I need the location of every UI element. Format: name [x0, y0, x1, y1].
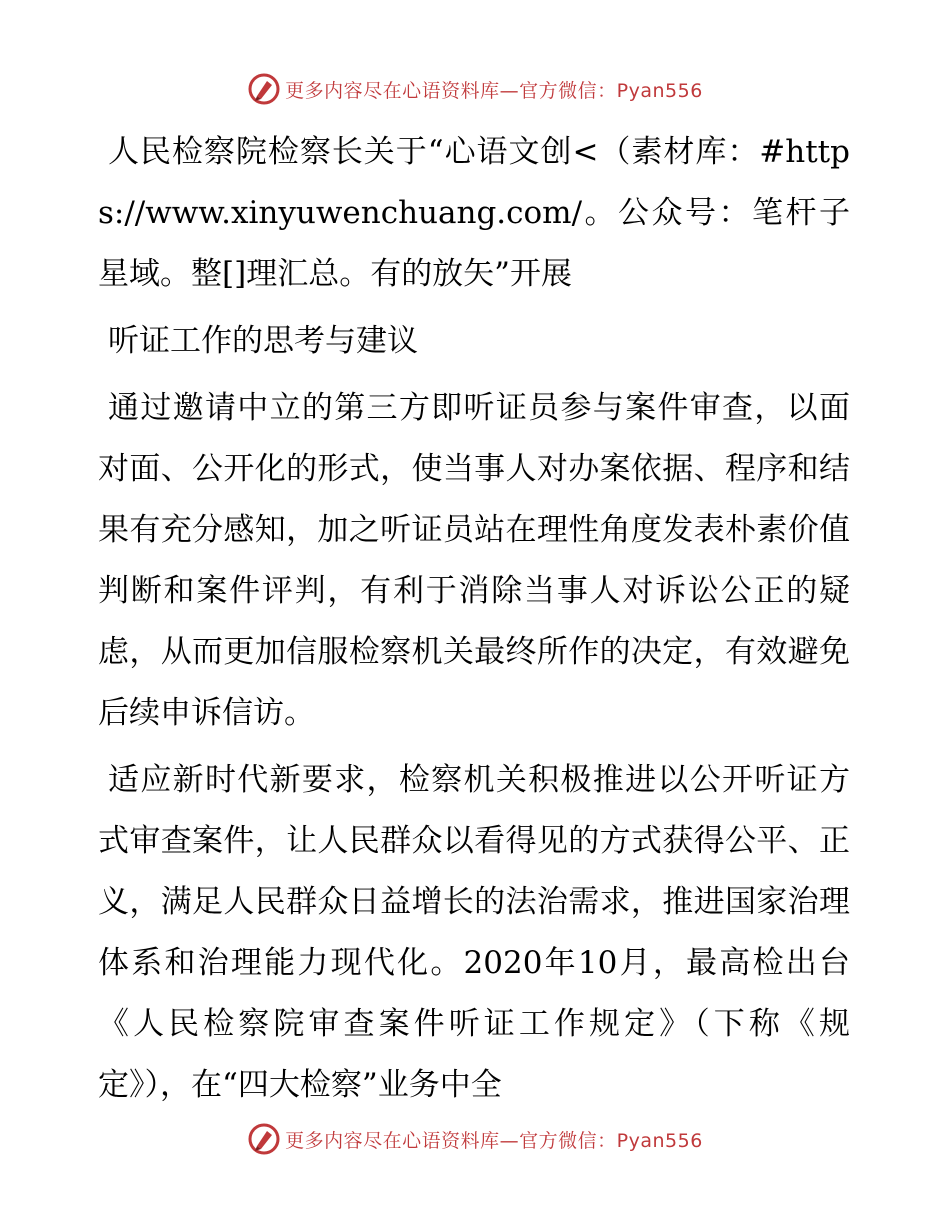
pen-nib-logo-icon — [247, 1122, 281, 1156]
body-paragraph-2: 适应新时代新要求，检察机关积极推进以公开听证方式审查案件，让人民群众以看得见的方式获得公平、正义，满足人民群众日益增长的法治需求，推进国家治理体系和治理能力现代化。2020年10月，最高检出台《人民检察院审查案件听证工作规定》（下称《规定》），在“四大检察”业务中全 — [98, 762, 850, 1103]
watermark-text: 更多内容尽在心语资料库—官方微信：Pyan556 — [285, 79, 703, 102]
pen-nib-logo-icon — [247, 72, 281, 106]
wechat-handle: Pyan556 — [616, 79, 703, 102]
footer-watermark-banner — [0, 1122, 950, 1156]
body-paragraph-1: 通过邀请中立的第三方即听证员参与案件审查，以面对面、公开化的形式，使当事人对办案依据、程序和结果有充分感知，加之听证员站在理性角度发表朴素价值判断和案件评判，有利于消除当事人对诉讼公正的疑虑，从而更加信服检察机关最终所作的决定，有效避免后续申诉信访。 — [98, 390, 850, 731]
document-body — [98, 122, 850, 1122]
title-paragraph: 人民检察院检察长关于“心语文创<（素材库：#https://www.xinyuwenchuang.com/。公众号：笔杆子星域。整[]理汇总。有的放矢”开展 — [98, 134, 850, 292]
header-watermark-banner — [0, 72, 950, 106]
wechat-handle: Pyan556 — [616, 1129, 703, 1152]
watermark-text: 更多内容尽在心语资料库—官方微信：Pyan556 — [285, 1129, 703, 1152]
section-heading: 听证工作的思考与建议 — [108, 323, 418, 359]
